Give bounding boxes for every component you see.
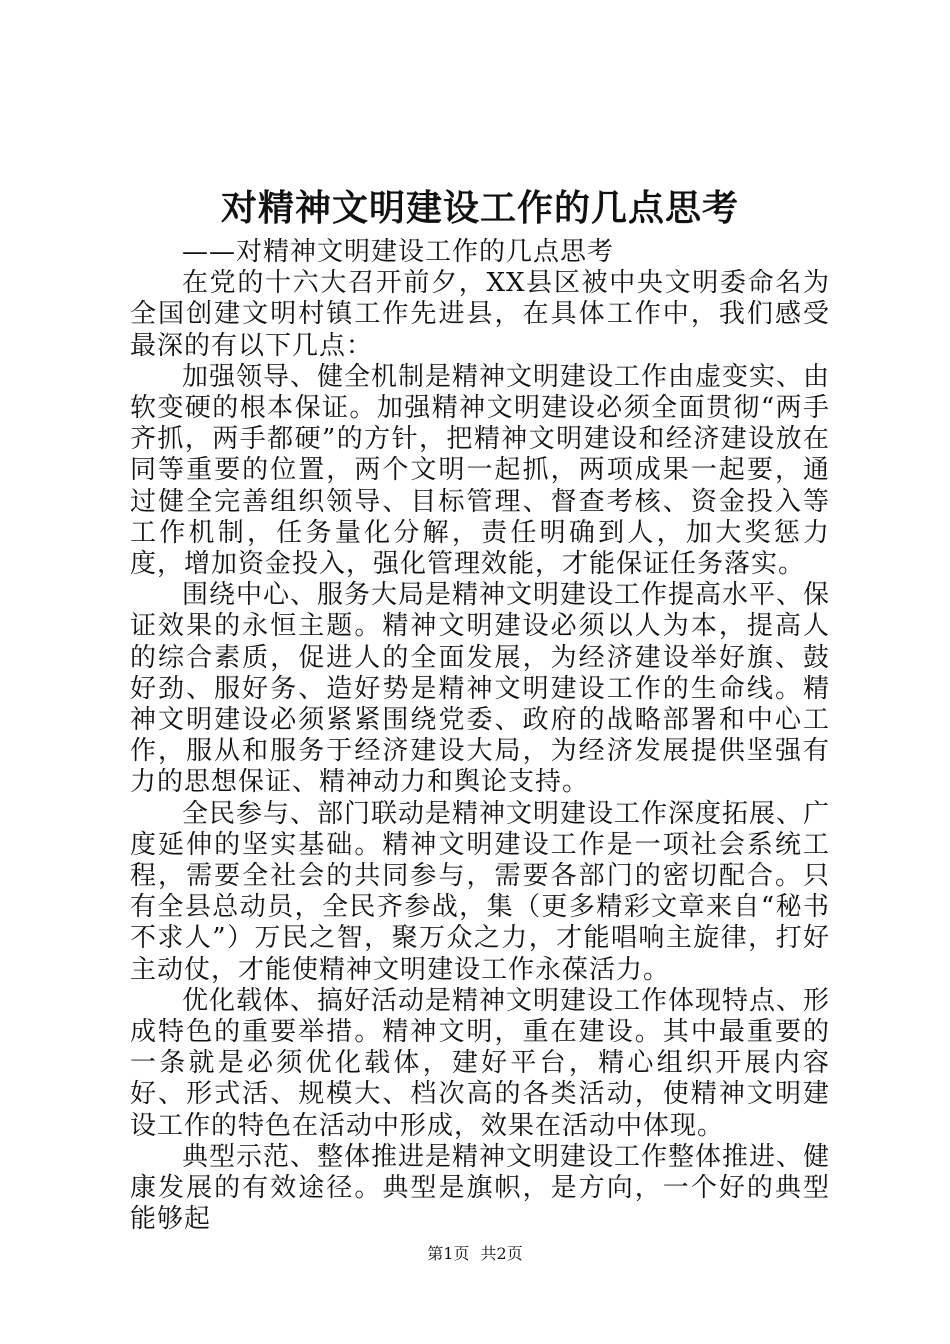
paragraph-leadership: 加强领导、健全机制是精神文明建设工作由虚变实、由软变硬的根本保证。加强精神文明建设必须全面贯彻“两手齐抓，两手都硬”的方针，把精神文明建设和经济建设放在同等重要的位置，两个文明一起抓，两项成果一起要，通过健全完善组织领导、目标管理、督查考核、资金投入等工作机制，任务量化分解，责任明确到人，加大奖惩力度，增加资金投入，强化管理效能，才能保证任务落实。 (130, 361, 831, 580)
document-subtitle: ——对精神文明建设工作的几点思考 (182, 237, 615, 267)
page-number: 第1页 (427, 1244, 470, 1263)
paragraph-center-service: 围绕中心、服务大局是精神文明建设工作提高水平、保证效果的永恒主题。精神文明建设必须以人为本，提高人的综合素质，促进人的全面发展，为经济建设举好旗、鼓好劲、服好务、造好势是精神文明建设工作的生命线。精神文明建设必须紧紧围绕党委、政府的战略部署和中心工作，服从和服务于经济建设大局，为经济发展提供坚强有力的思想保证、精神动力和舆论支持。 (130, 580, 831, 798)
paragraph-participation: 全民参与、部门联动是精神文明建设工作深度拓展、广度延伸的坚实基础。精神文明建设工作是一项社会系统工程，需要全社会的共同参与，需要各部门的密切配合。只有全县总动员，全民齐参战，集（更多精彩文章来自“秘书不求人”）万民之智，聚万众之力，才能唱响主旋律，打好主动仗，才能使精神文明建设工作永葆活力。 (130, 798, 831, 985)
page-total: 共2页 (480, 1244, 523, 1263)
page-footer (0, 1243, 950, 1265)
paragraph-activities: 优化载体、搞好活动是精神文明建设工作体现特点、形成特色的重要举措。精神文明，重在建设。其中最重要的一条就是必须优化载体，建好平台，精心组织开展内容好、形式活、规模大、档次高的各类活动，使精神文明建设工作的特色在活动中形成，效果在活动中体现。 (130, 985, 831, 1141)
paragraph-models: 典型示范、整体推进是精神文明建设工作整体推进、健康发展的有效途径。典型是旗帜，是方向，一个好的典型能够起 (130, 1141, 831, 1235)
paragraph-intro: 在党的十六大召开前夕，XX县区被中央文明委命名为全国创建文明村镇工作先进县，在具体工作中，我们感受最深的有以下几点： (130, 268, 830, 361)
document-body (130, 237, 830, 1236)
document-title: 对精神文明建设工作的几点思考 (220, 187, 739, 229)
